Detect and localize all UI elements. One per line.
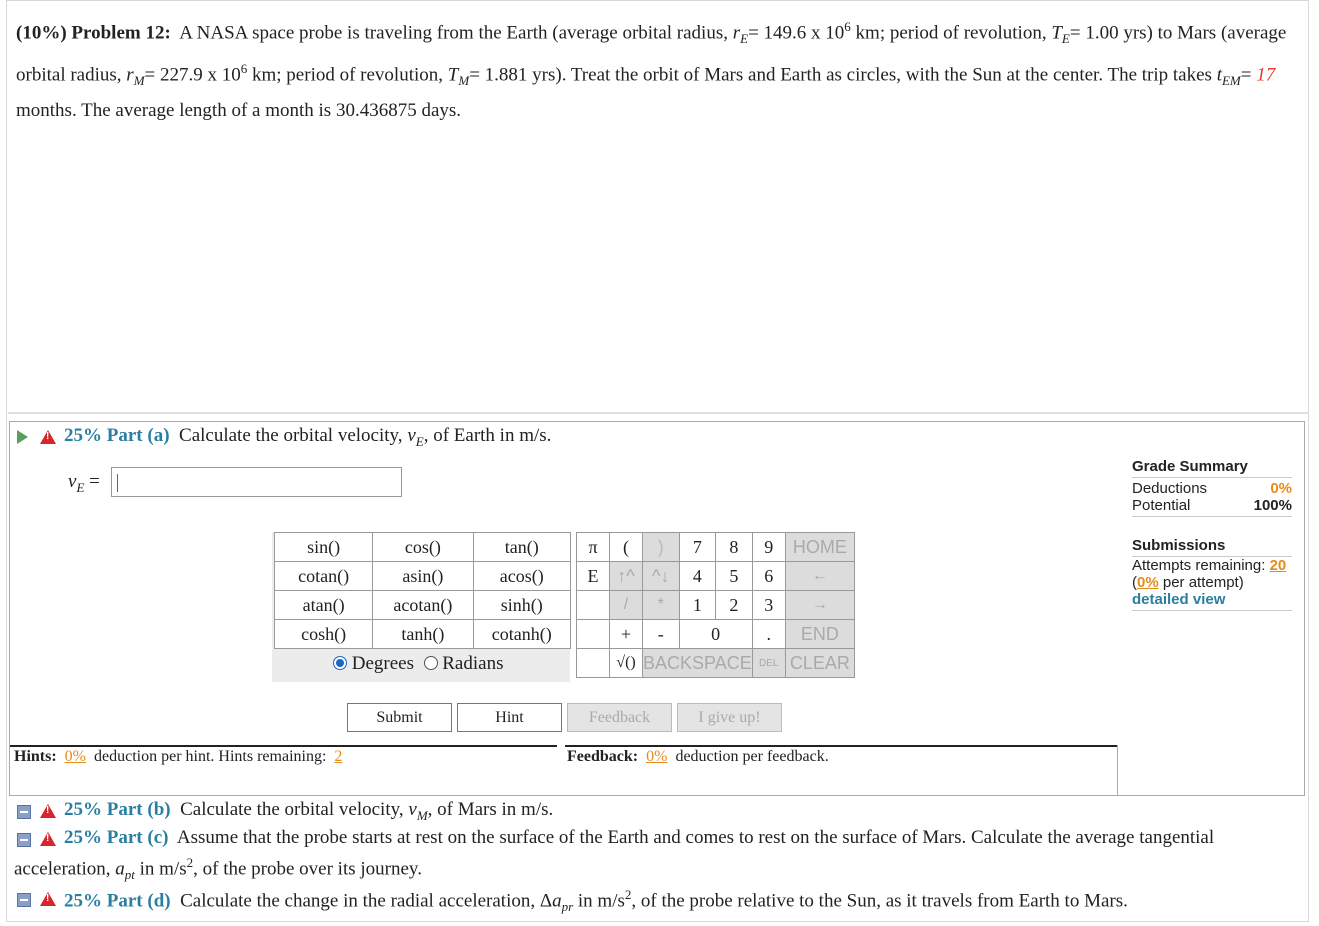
up-key[interactable]: ↑^ bbox=[610, 562, 643, 591]
tan-key[interactable]: tan() bbox=[473, 533, 570, 562]
part-a-title: 25% Part (a) Calculate the orbital velocity, $v_E$, of Earth in m/s. bbox=[64, 425, 552, 449]
give-up-button[interactable]: I give up! bbox=[677, 703, 782, 732]
submissions-title: Submissions bbox=[1132, 537, 1292, 557]
pi-key[interactable]: π bbox=[577, 533, 610, 562]
cotan-key[interactable]: cotan() bbox=[275, 562, 373, 591]
hints-info: Hints: 0% deduction per hint. Hints remaining: 2 bbox=[14, 748, 343, 765]
divide-key[interactable]: / bbox=[610, 591, 643, 620]
potential-value: 100% bbox=[1253, 497, 1292, 514]
right-paren-key[interactable]: ) bbox=[643, 533, 680, 562]
submit-button[interactable]: Submit bbox=[347, 703, 452, 732]
degrees-radio[interactable] bbox=[333, 656, 347, 670]
acotan-key[interactable]: acotan() bbox=[373, 591, 473, 620]
blank-key bbox=[577, 620, 610, 649]
warning-icon bbox=[40, 892, 56, 906]
feedback-border bbox=[1117, 745, 1118, 795]
part-d-title[interactable]: 25% Part (d) Calculate the change in the radial acceleration, $\Delta a_{pr}$ in $m/s^2$, of the probe relative to the Sun, as it travels from Earth to Mars. bbox=[64, 887, 1128, 915]
feedback-info: Feedback: 0% deduction per feedback. bbox=[567, 748, 829, 765]
left-arrow-key[interactable]: ← bbox=[785, 562, 854, 591]
function-keys bbox=[274, 532, 571, 649]
degrees-label: Degrees bbox=[351, 653, 414, 674]
hint-button[interactable]: Hint bbox=[457, 703, 562, 732]
key-0[interactable]: 0 bbox=[679, 620, 752, 649]
part-c-title[interactable]: 25% Part (c) Assume that the probe starts at rest on the surface of the Earth and comes to rest on the surface of Mars. Calculate the average tangential bbox=[64, 827, 1215, 848]
minus-key[interactable]: - bbox=[643, 620, 680, 649]
right-arrow-key[interactable]: → bbox=[785, 591, 854, 620]
cosh-key[interactable]: cosh() bbox=[275, 620, 373, 649]
acos-key[interactable]: acos() bbox=[473, 562, 570, 591]
hints-rule bbox=[10, 745, 557, 747]
answer-input[interactable] bbox=[111, 467, 402, 497]
answer-label: $v_E$ = bbox=[68, 471, 100, 495]
warning-icon bbox=[40, 832, 56, 846]
sin-key[interactable]: sin() bbox=[275, 533, 373, 562]
feedback-button[interactable]: Feedback bbox=[567, 703, 672, 732]
dot-key[interactable]: . bbox=[752, 620, 785, 649]
multiply-key[interactable]: * bbox=[643, 591, 680, 620]
months-value: 17 bbox=[1256, 64, 1276, 86]
collapse-icon[interactable] bbox=[17, 833, 31, 847]
divider bbox=[8, 412, 1308, 414]
left-paren-key[interactable]: ( bbox=[610, 533, 643, 562]
del-key[interactable]: DEL bbox=[752, 649, 785, 678]
asin-key[interactable]: asin() bbox=[373, 562, 473, 591]
key-3[interactable]: 3 bbox=[752, 591, 785, 620]
clear-key[interactable]: CLEAR bbox=[785, 649, 854, 678]
expand-arrow-icon[interactable] bbox=[17, 430, 28, 444]
backspace-key[interactable]: BACKSPACE bbox=[643, 649, 753, 678]
deductions-value: 0% bbox=[1270, 480, 1292, 497]
collapse-icon[interactable] bbox=[17, 893, 31, 907]
key-4[interactable]: 4 bbox=[679, 562, 716, 591]
tanh-key[interactable]: tanh() bbox=[373, 620, 473, 649]
down-key[interactable]: ^↓ bbox=[643, 562, 680, 591]
cotanh-key[interactable]: cotanh() bbox=[473, 620, 570, 649]
end-key[interactable]: END bbox=[785, 620, 854, 649]
feedback-rule bbox=[565, 745, 1118, 747]
key-8[interactable]: 8 bbox=[716, 533, 753, 562]
problem-number: (10%) Problem 12: bbox=[16, 22, 171, 44]
key-9[interactable]: 9 bbox=[752, 533, 785, 562]
text-cursor bbox=[117, 474, 118, 492]
sqrt-key[interactable]: √() bbox=[610, 649, 643, 678]
blank-key bbox=[577, 591, 610, 620]
warning-icon bbox=[40, 430, 56, 444]
plus-key[interactable]: + bbox=[610, 620, 643, 649]
cos-key[interactable]: cos() bbox=[373, 533, 473, 562]
key-1[interactable]: 1 bbox=[679, 591, 716, 620]
part-b-title[interactable]: 25% Part (b) Calculate the orbital velocity, $v_M$, of Mars in m/s. bbox=[64, 799, 554, 823]
grade-summary: Grade Summary Deductions 0% Potential 100% Submissions Attempts remaining: 20 (0% per attempt) detailed view bbox=[1132, 458, 1292, 611]
radians-label: Radians bbox=[442, 653, 504, 674]
home-key[interactable]: HOME bbox=[785, 533, 854, 562]
problem-statement: (10%) Problem 12: A NASA space probe is traveling from the Earth (average orbital radius, $r_E= 149.6$ x $10^6$ km; period of revolution, $T_E= 1.00$ yrs) to Mars (average orbital radius, $r_M= 227.9$ x $10^6$ km; period of revolution, $T_M= 1.881$ yrs). Treat the orbit of Mars and Earth as circles, with the Sun at the center. The trip takes $t_{EM}= 17$ months. The average length of a month is 30.436875 days. bbox=[16, 19, 1287, 122]
key-7[interactable]: 7 bbox=[679, 533, 716, 562]
angle-mode bbox=[333, 653, 503, 675]
radians-radio[interactable] bbox=[424, 656, 438, 670]
detailed-view-link[interactable]: detailed view bbox=[1132, 591, 1226, 608]
part-c-title-cont: acceleration, $a_{pt}$ in $m/s^2$, of the probe over its journey. bbox=[14, 855, 422, 883]
blank-key bbox=[577, 649, 610, 678]
key-2[interactable]: 2 bbox=[716, 591, 753, 620]
warning-icon bbox=[40, 804, 56, 818]
sinh-key[interactable]: sinh() bbox=[473, 591, 570, 620]
e-key[interactable]: E bbox=[577, 562, 610, 591]
attempts-value: 20 bbox=[1269, 557, 1287, 574]
key-6[interactable]: 6 bbox=[752, 562, 785, 591]
grade-summary-title: Grade Summary bbox=[1132, 458, 1292, 478]
keypad bbox=[576, 532, 855, 678]
atan-key[interactable]: atan() bbox=[275, 591, 373, 620]
key-5[interactable]: 5 bbox=[716, 562, 753, 591]
collapse-icon[interactable] bbox=[17, 805, 31, 819]
